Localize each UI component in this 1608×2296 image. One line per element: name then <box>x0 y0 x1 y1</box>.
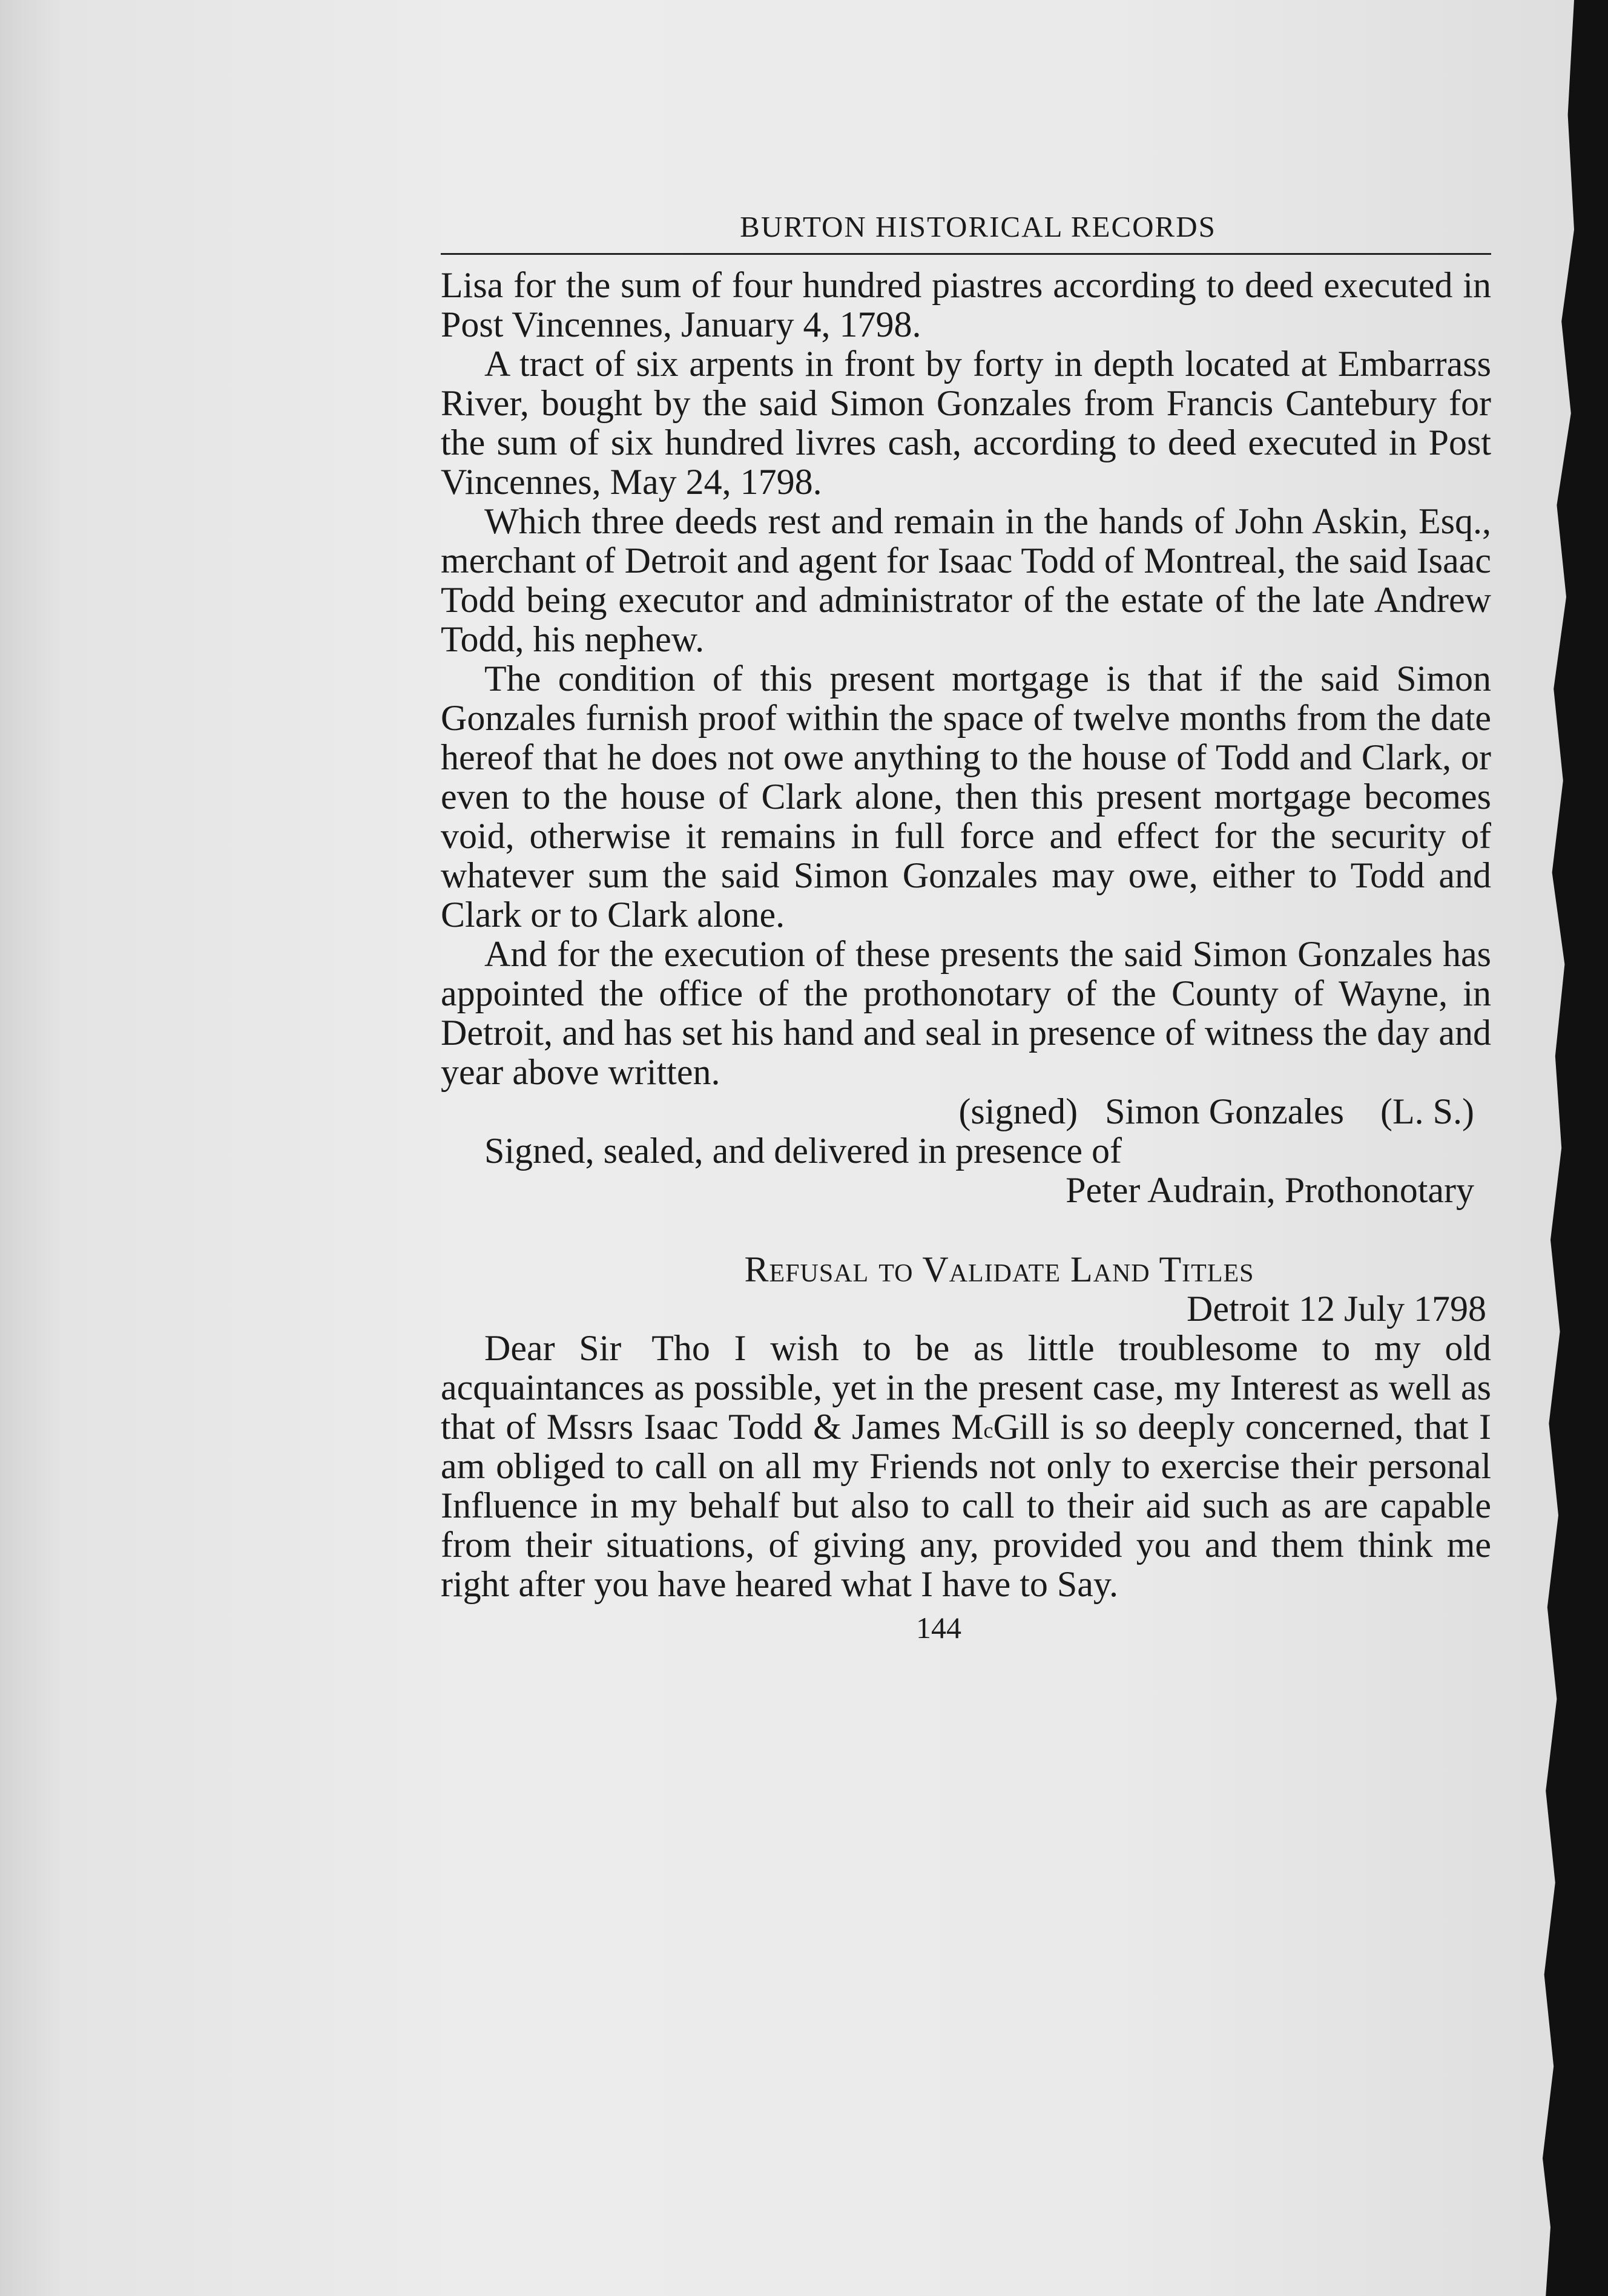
signed-marker: (signed) <box>958 1091 1078 1131</box>
paragraph-deeds-askin: Which three deeds rest and remain in the hands of John Askin, Esq., merchant of Detroit and agent for Isaac Todd of Montreal, the said Isaac Todd being executor and administrator of the estate of the late Andrew Todd, his nephew. <box>441 501 1491 659</box>
letter-salutation: Dear Sir <box>484 1328 622 1368</box>
letter-superscript: c <box>983 1418 993 1442</box>
header-rule <box>441 253 1491 255</box>
paragraph-deed-lisa: Lisa for the sum of four hundred piastres according to deed executed in Post Vincennes, January 4, 1798. <box>441 265 1491 344</box>
witness-line: Peter Audrain, Prothonotary <box>1066 1170 1474 1210</box>
signature-line <box>441 1092 1491 1131</box>
paragraph-execution: And for the execution of these presents the said Simon Gonzales has appointed the office of the prothonotary of the County of Wayne, in Detroit, and has set his hand and seal in presence of witness the day and year above written. <box>441 934 1491 1092</box>
page-number: 144 <box>916 1611 961 1645</box>
attestation-line: Signed, sealed, and delivered in presence of <box>484 1131 1122 1171</box>
letter-text-part2: Gill is so deeply concerned, that I am obliged to call on all my Friends not only to exercise their personal Influence in my behalf but also to call to their aid such as are capable from their situations, of giving any, provided you and them think me right after you have heared what I have to Say. <box>441 1407 1491 1604</box>
letter-paragraph <box>441 1329 1491 1604</box>
paragraph-mortgage-condition: The condition of this present mortgage is that if the said Simon Gonzales furnish proof within the space of twelve months from the date hereof that he does not owe anything to the house of Todd and Clark, or even to the house of Clark alone, then this present mortgage becomes void, otherwise it remains in full force and effect for the security of whatever sum the said Simon Gonzales may owe, either to Todd and Clark or to Clark alone. <box>441 659 1491 935</box>
body-text <box>441 266 1491 1604</box>
running-head: BURTON HISTORICAL RECORDS <box>740 210 1216 243</box>
paragraph-tract-embarrass: A tract of six arpents in front by forty in depth located at Embarrass River, bought by the said Simon Gonzales from Francis Cantebury for the sum of six hundred livres cash, according to deed executed in Post Vincennes, May 24, 1798. <box>441 344 1491 502</box>
letter-dateline: Detroit 12 July 1798 <box>1187 1289 1486 1329</box>
seal-mark: (L. S.) <box>1380 1091 1474 1131</box>
page-content <box>441 206 1491 1645</box>
signatory-name: Simon Gonzales <box>1105 1091 1345 1131</box>
section-title: Refusal to Validate Land Titles <box>744 1249 1254 1289</box>
letter-text-part1: Tho I wish to be as little troublesome to my old acquaintances as possible, yet in the present case, my Interest as well as that of Mssrs Isaac Todd & James M <box>441 1328 1491 1447</box>
